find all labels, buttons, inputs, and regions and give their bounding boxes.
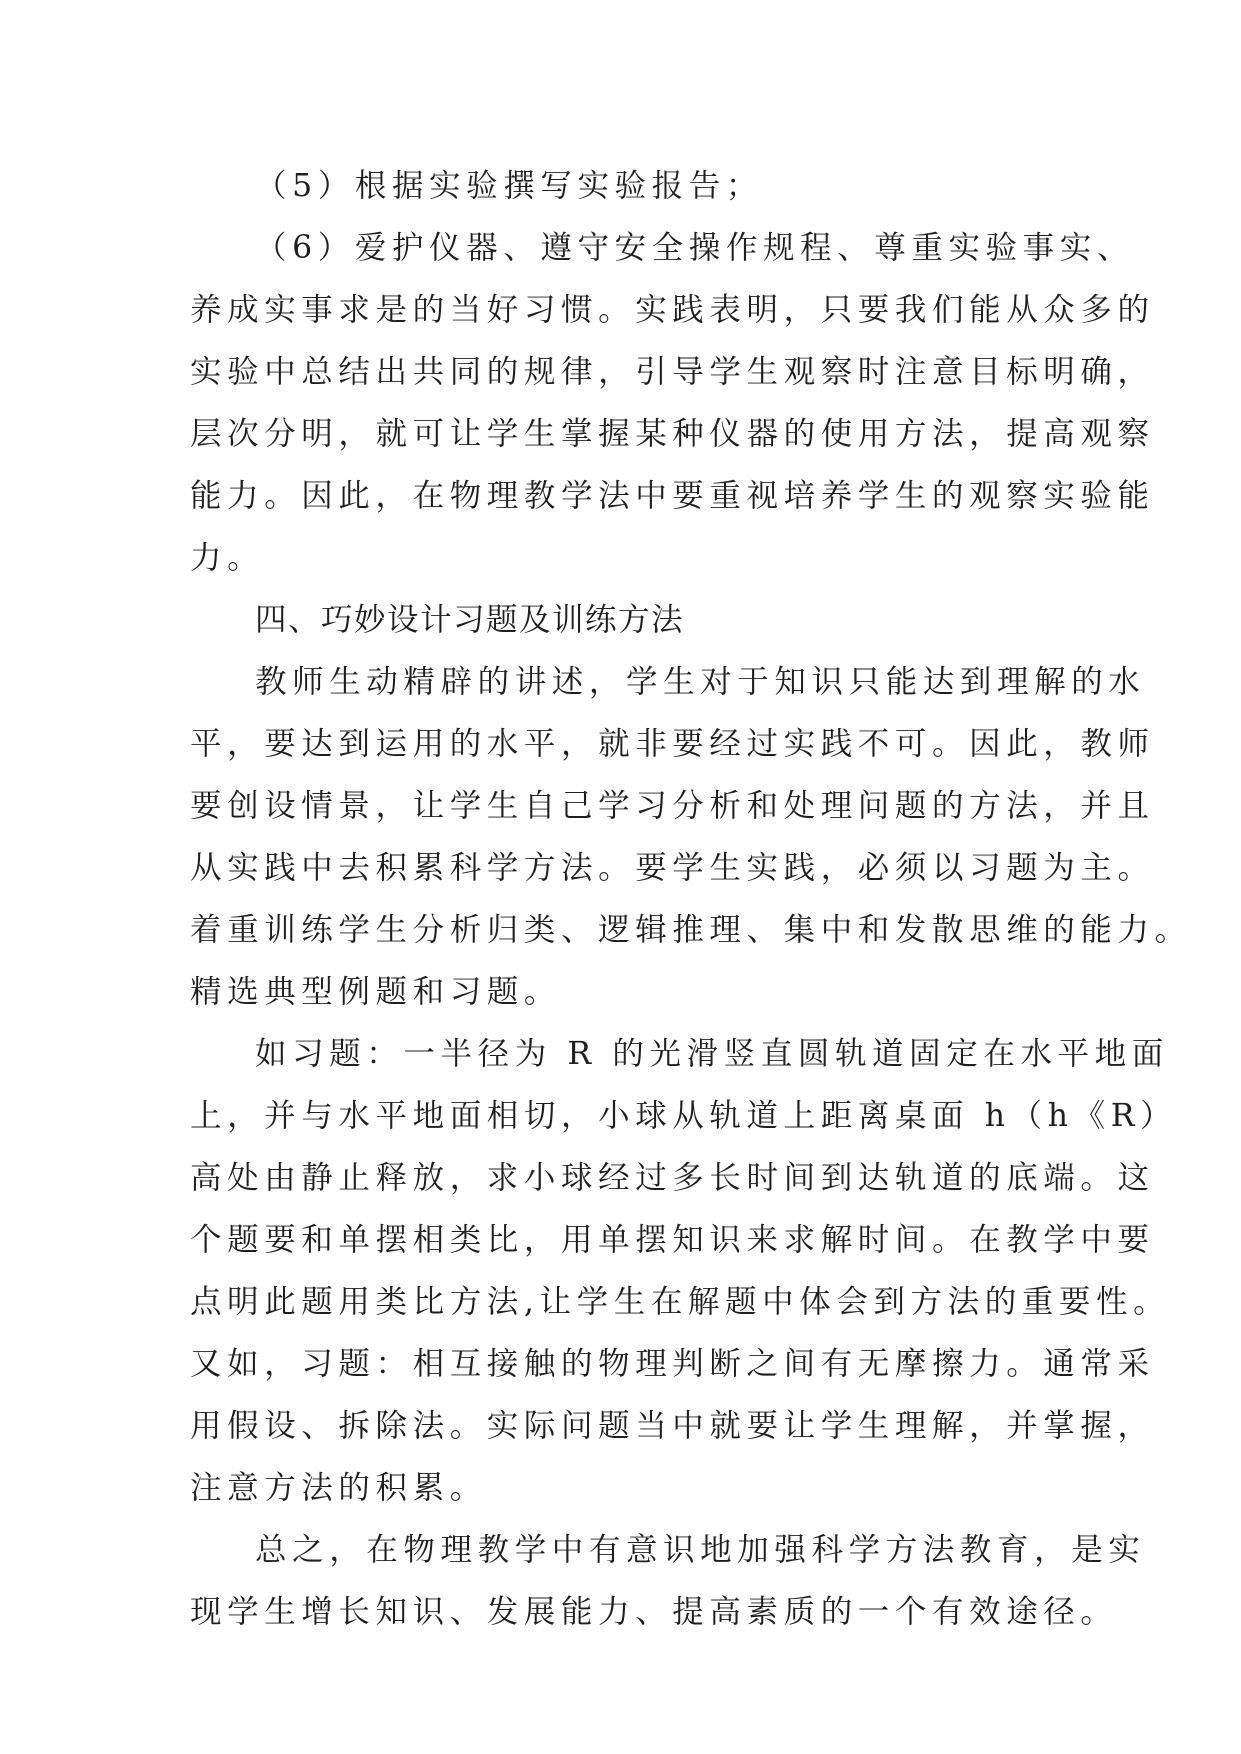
text-line: 从实践中去积累科学方法。要学生实践，必须以习题为主。	[190, 850, 1155, 886]
text-line: 注意方法的积累。	[190, 1470, 487, 1506]
text-line: 精选典型例题和习题。	[190, 974, 562, 1010]
text-line: 层次分明，就可让学生掌握某种仪器的使用方法，提高观察	[190, 416, 1155, 452]
section-heading: 四、巧妙设计习题及训练方法	[255, 602, 685, 638]
text-line: 力。	[190, 540, 265, 576]
text-line: （5）根据实验撰写实验报告；	[255, 168, 763, 204]
text-line: 现学生增长知识、发展能力、提高素质的一个有效途径。	[190, 1594, 1118, 1630]
text-line: 养成实事求是的当好习惯。实践表明，只要我们能从众多的	[190, 292, 1155, 328]
text-line: 又如，习题：相互接触的物理判断之间有无摩擦力。通常采	[190, 1346, 1155, 1382]
text-line: 实验中总结出共同的规律，引导学生观察时注意目标明确，	[190, 354, 1155, 390]
text-line: 个题要和单摆相类比，用单摆知识来求解时间。在教学中要	[190, 1222, 1155, 1258]
text-line: 着重训练学生分析归类、逻辑推理、集中和发散思维的能力。	[190, 912, 1192, 948]
text-line: 点明此题用类比方法,让学生在解题中体会到方法的重要性。	[190, 1284, 1171, 1320]
text-line: （6）爱护仪器、遵守安全操作规程、尊重实验事实、	[255, 230, 1134, 266]
text-line: 高处由静止释放，求小球经过多长时间到达轨道的底端。这	[190, 1160, 1155, 1196]
text-line: 要创设情景，让学生自己学习分析和处理问题的方法，并且	[190, 788, 1155, 824]
text-line: 如习题：一半径为 R 的光滑竖直圆轨道固定在水平地面	[255, 1036, 1169, 1072]
text-line: 用假设、拆除法。实际问题当中就要让学生理解，并掌握，	[190, 1408, 1155, 1444]
text-line: 能力。因此，在物理教学法中要重视培养学生的观察实验能	[190, 478, 1155, 514]
text-line: 上，并与水平地面相切，小球从轨道上距离桌面 h（h《R）	[190, 1098, 1178, 1134]
text-line: 平，要达到运用的水平，就非要经过实践不可。因此，教师	[190, 726, 1155, 762]
text-line: 教师生动精辟的讲述，学生对于知识只能达到理解的水	[255, 664, 1146, 700]
text-line: 总之，在物理教学中有意识地加强科学方法教育，是实	[255, 1532, 1146, 1568]
